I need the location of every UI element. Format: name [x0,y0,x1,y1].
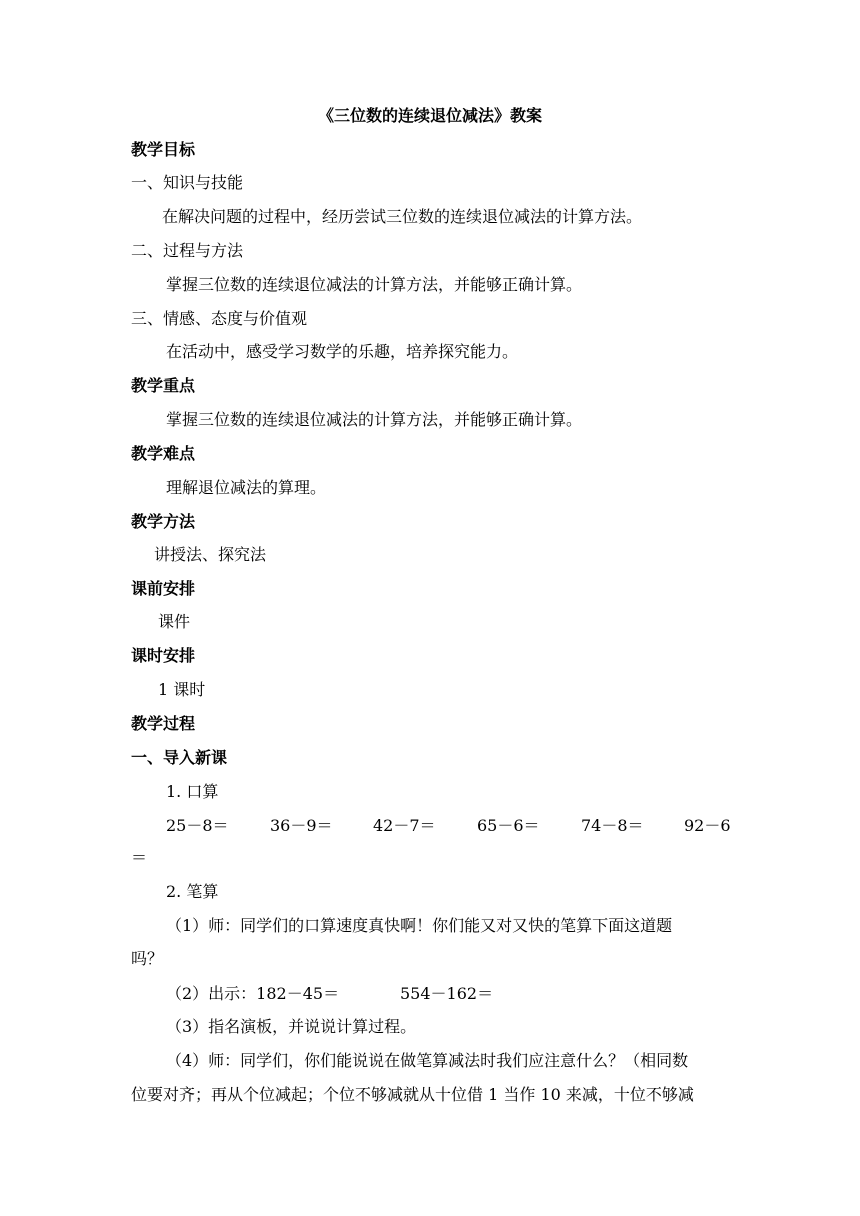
paragraph-4-line-1: （4）师：同学们，你们能说说在做笔算减法时我们应注意什么？（相同数 [166,1051,689,1070]
paragraph-1-line-1: （1）师：同学们的口算速度真快啊！你们能又对又快的笔算下面这道题 [166,916,673,935]
written-calc-heading: 2. 笔算 [166,882,219,901]
section-heading-methods: 教学方法 [131,512,196,531]
section-heading-difficulties: 教学难点 [131,444,196,463]
preparation-text: 课件 [158,612,191,631]
key-points-text: 掌握三位数的连续退位减法的计算方法，并能够正确计算。 [166,410,583,429]
part-heading-intro: 一、导入新课 [131,748,228,767]
goal-heading-emotion: 三、情感、态度与价值观 [131,309,308,328]
oral-problem: 74－8＝ [581,816,644,835]
difficulties-text: 理解退位减法的算理。 [166,478,327,497]
document-title: 《三位数的连续退位减法》教案 [317,106,542,125]
schedule-text: 1 课时 [158,680,206,699]
oral-calc-heading: 1. 口算 [166,782,219,801]
goal-text-emotion: 在活动中，感受学习数学的乐趣，培养探究能力。 [166,342,519,361]
oral-problem: 65－6＝ [477,816,540,835]
oral-problem: 42－7＝ [373,816,436,835]
section-heading-schedule: 课时安排 [131,646,196,665]
paragraph-1-line-2: 吗？ [131,949,164,968]
paragraph-3: （3）指名演板，并说说计算过程。 [166,1017,417,1036]
paragraph-2-lead: （2）出示：182－45＝ [166,984,340,1003]
paragraph-4-line-2: 位要对齐；再从个位减起；个位不够减就从十位借 1 当作 10 来减，十位不够减 [131,1085,694,1104]
oral-problem: 36－9＝ [270,816,333,835]
oral-problem: 92－6 [684,816,731,835]
section-heading-process: 教学过程 [131,714,196,733]
methods-text: 讲授法、探究法 [154,545,267,564]
goal-heading-process: 二、过程与方法 [131,241,244,260]
oral-problem: 25－8＝ [166,816,229,835]
goal-text-process: 掌握三位数的连续退位减法的计算方法，并能够正确计算。 [166,275,583,294]
paragraph-2-tail: 554－162＝ [400,984,494,1003]
section-heading-key-points: 教学重点 [131,376,196,395]
goal-heading-knowledge: 一、知识与技能 [131,173,244,192]
section-heading-goals: 教学目标 [131,140,196,159]
oral-problem-wrap: ＝ [131,848,148,867]
section-heading-preparation: 课前安排 [131,579,196,598]
goal-text-knowledge: 在解决问题的过程中，经历尝试三位数的连续退位减法的计算方法。 [162,207,643,226]
